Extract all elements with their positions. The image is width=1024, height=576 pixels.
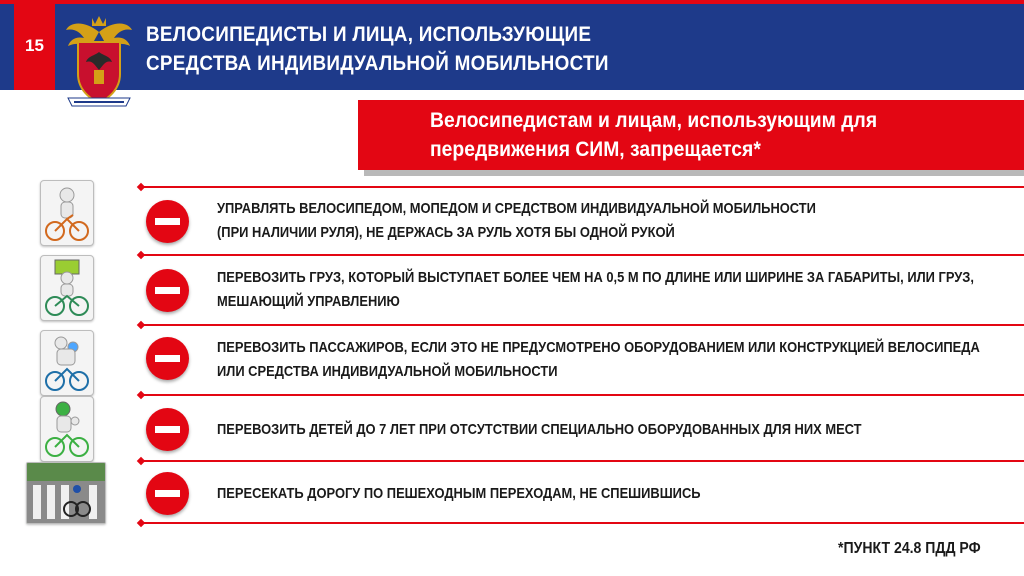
page-number: 15 bbox=[25, 36, 44, 55]
cyclist-crosswalk-photo bbox=[26, 462, 106, 524]
no-entry-icon bbox=[146, 408, 189, 451]
row-divider bbox=[142, 460, 1024, 462]
no-entry-icon bbox=[146, 337, 189, 380]
row-divider bbox=[142, 522, 1024, 524]
rule-item-1 bbox=[217, 197, 816, 245]
page-title bbox=[146, 20, 609, 78]
rule-item-2-line1: ПЕРЕВОЗИТЬ ГРУЗ, КОТОРЫЙ ВЫСТУПАЕТ БОЛЕЕ ЧЕМ НА 0,5 М ПО ДЛИНЕ ИЛИ ШИРИНЕ ЗА ГАБАРИТЫ, ИЛИ ГРУЗ, bbox=[217, 269, 974, 286]
no-entry-icon bbox=[146, 200, 189, 243]
banner-line1: Велосипедистам и лицам, использующим для bbox=[430, 109, 878, 132]
rule-item-3-line2: ИЛИ СРЕДСТВА ИНДИВИДУАЛЬНОЙ МОБИЛЬНОСТИ bbox=[217, 363, 558, 380]
banner-heading bbox=[430, 106, 877, 164]
row-divider bbox=[142, 394, 1024, 396]
page-title-line1: ВЕЛОСИПЕДИСТЫ И ЛИЦА, ИСПОЛЬЗУЮЩИЕ bbox=[146, 23, 592, 46]
rule-item-1-line1: УПРАВЛЯТЬ ВЕЛОСИПЕДОМ, МОПЕДОМ И СРЕДСТВОМ ИНДИВИДУАЛЬНОЙ МОБИЛЬНОСТИ bbox=[217, 200, 816, 217]
cyclist-with-child-image bbox=[40, 396, 94, 462]
rule-item-2-line2: МЕШАЮЩИЙ УПРАВЛЕНИЮ bbox=[217, 293, 400, 310]
cyclist-with-cargo-image bbox=[40, 255, 94, 321]
rule-item-5-line1: ПЕРЕСЕКАТЬ ДОРОГУ ПО ПЕШЕХОДНЫМ ПЕРЕХОДАМ, НЕ СПЕШИВШИСЬ bbox=[217, 485, 701, 502]
row-divider bbox=[142, 186, 1024, 188]
rule-item-1-line2: (ПРИ НАЛИЧИИ РУЛЯ), НЕ ДЕРЖАСЬ ЗА РУЛЬ ХОТЯ БЫ ОДНОЙ РУКОЙ bbox=[217, 224, 675, 241]
no-entry-icon bbox=[146, 269, 189, 312]
banner-line2: передвижения СИМ, запрещается* bbox=[430, 138, 761, 161]
footnote: *ПУНКТ 24.8 ПДД РФ bbox=[838, 540, 981, 557]
police-emblem-icon bbox=[64, 12, 134, 112]
no-entry-icon bbox=[146, 472, 189, 515]
rule-item-2 bbox=[217, 266, 974, 314]
rule-item-3-line1: ПЕРЕВОЗИТЬ ПАССАЖИРОВ, ЕСЛИ ЭТО НЕ ПРЕДУСМОТРЕНО ОБОРУДОВАНИЕМ ИЛИ КОНСТРУКЦИЕЙ ВЕЛОСИПЕДА bbox=[217, 339, 980, 356]
rule-item-3 bbox=[217, 336, 980, 384]
row-divider bbox=[142, 254, 1024, 256]
rule-item-4 bbox=[217, 418, 862, 442]
cyclist-figure-image bbox=[40, 180, 94, 246]
rule-item-5 bbox=[217, 482, 701, 506]
cyclist-with-passenger-image bbox=[40, 330, 94, 396]
row-divider bbox=[142, 324, 1024, 326]
page-title-line2: СРЕДСТВА ИНДИВИДУАЛЬНОЙ МОБИЛЬНОСТИ bbox=[146, 52, 609, 75]
rule-item-4-line1: ПЕРЕВОЗИТЬ ДЕТЕЙ ДО 7 ЛЕТ ПРИ ОТСУТСТВИИ СПЕЦИАЛЬНО ОБОРУДОВАННЫХ ДЛЯ НИХ МЕСТ bbox=[217, 421, 862, 438]
